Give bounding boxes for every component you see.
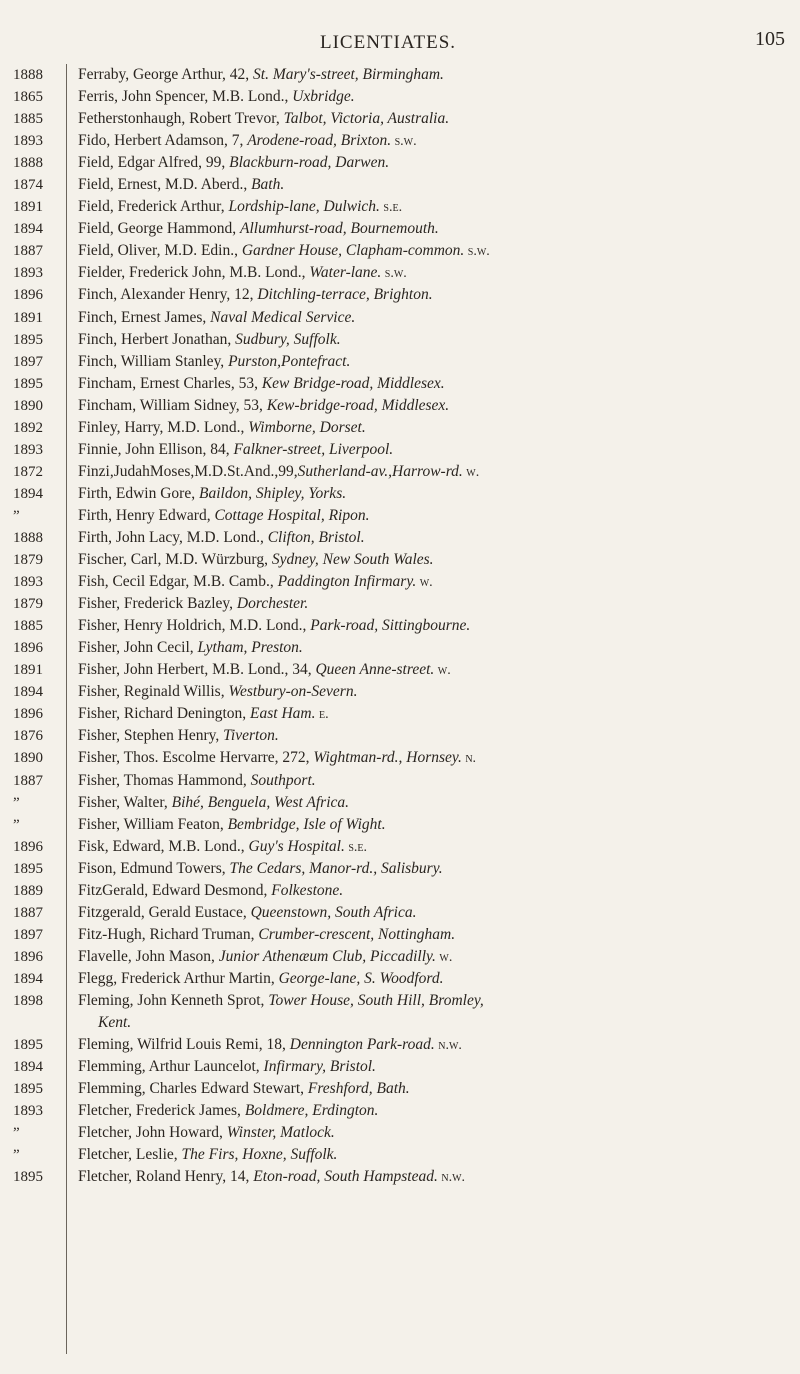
entry-address: Wimborne, Dorset.: [248, 418, 366, 436]
entry-row: [78, 1034, 790, 1056]
entry-name: Fisher, Stephen Henry,: [78, 727, 224, 745]
entry-year: 1893: [13, 265, 43, 282]
entry-address: Cottage Hospital, Ripon.: [214, 506, 370, 524]
entry-row: [78, 549, 790, 571]
entry-row: [78, 152, 790, 174]
entry-year: 1879: [13, 596, 43, 613]
entry-year: 1896: [13, 838, 43, 855]
entry-address: Purston,Pontefract.: [228, 352, 351, 370]
entry-year: 1897: [13, 926, 43, 943]
entry-address: Sutherland-av.,Harrow-rd.: [297, 462, 463, 480]
entry-year: ”: [13, 507, 20, 524]
entry-row: [78, 703, 790, 725]
entry-row: [78, 461, 790, 483]
entry-row: [78, 571, 790, 593]
entry-row: [78, 1100, 790, 1122]
entry-note: w.: [434, 663, 451, 679]
entry-row: [78, 130, 790, 152]
entry-address: Ditchling-terrace, Brighton.: [257, 286, 433, 304]
entry-year: 1896: [13, 287, 43, 304]
entry-name: Finnie, John Ellison, 84,: [78, 440, 234, 458]
entry-year: 1876: [13, 728, 43, 745]
entry-name: Fincham, William Sidney, 53,: [78, 396, 267, 414]
entry-year: 1896: [13, 640, 43, 657]
entry-row: [78, 880, 790, 902]
entry-year: [0, 1012, 60, 1034]
entry-year: 1890: [13, 750, 43, 767]
entry-year: ”: [13, 1147, 20, 1164]
entry-note: s.e.: [344, 839, 367, 855]
entry-address: Infirmary, Bristol.: [263, 1058, 376, 1076]
entry-name: Flavelle, John Mason,: [78, 947, 219, 965]
entry-row: [78, 747, 790, 769]
entry-row: [78, 725, 790, 747]
entry-address: Guy's Hospital.: [248, 837, 345, 855]
entry-row: [78, 990, 790, 1012]
entry-name: Fielder, Frederick John, M.B. Lond.,: [78, 264, 310, 282]
entry-year: 1895: [13, 1037, 43, 1054]
entry-year: 1894: [13, 1059, 43, 1076]
entry-name: Fison, Edmund Towers,: [78, 859, 230, 877]
entry-address: Lytham, Preston.: [197, 639, 303, 657]
entry-row: [78, 1078, 790, 1100]
page-header: [0, 24, 800, 54]
entry-address: Sudbury, Suffolk.: [235, 330, 341, 348]
entry-address: George-lane, S. Woodford.: [278, 969, 444, 987]
entry-name: Fisher, Richard Denington,: [78, 705, 251, 723]
entry-name: Fincham, Ernest Charles, 53,: [78, 374, 262, 392]
entry-name: Firth, Edwin Gore,: [78, 484, 199, 502]
entry-name: Fisher, Thos. Escolme Hervarre, 272,: [78, 749, 314, 767]
entry-year: 1865: [13, 89, 43, 106]
entry-name: Finch, Alexander Henry, 12,: [78, 286, 258, 304]
entry-note: n.: [461, 751, 477, 767]
entry-name: Fisher, John Cecil,: [78, 639, 198, 657]
entry-row: [78, 483, 790, 505]
entry-year: 1891: [13, 199, 43, 216]
entry-year: 1895: [13, 331, 43, 348]
entry-address: Park-road, Sittingbourne.: [310, 617, 471, 635]
entry-row: [78, 108, 790, 130]
entry-row: [78, 1056, 790, 1078]
entry-name: Finch, Herbert Jonathan,: [78, 330, 236, 348]
entry-name: Fetherstonhaugh, Robert Trevor,: [78, 110, 284, 128]
entry-address: Tiverton.: [223, 727, 279, 745]
entry-name: Finzi,JudahMoses,M.D.St.And.,99,: [78, 462, 298, 480]
entry-year: 1895: [13, 375, 43, 392]
entry-name: Fisher, Walter,: [78, 793, 172, 811]
entry-row: [78, 527, 790, 549]
entry-year: 1894: [13, 684, 43, 701]
entry-name: FitzGerald, Edward Desmond,: [78, 881, 272, 899]
entry-name: Ferris, John Spencer, M.B. Lond.,: [78, 88, 293, 106]
page-number: 105: [755, 28, 785, 50]
entry-row: [78, 902, 790, 924]
entry-year: 1895: [13, 1081, 43, 1098]
entry-address: Crumber-crescent, Nottingham.: [258, 925, 456, 943]
entry-address: Bihé, Benguela, West Africa.: [171, 793, 350, 811]
entry-name: Fleming, Wilfrid Louis Remi, 18,: [78, 1036, 290, 1054]
entry-note: s.w.: [381, 266, 407, 282]
entry-year: ”: [13, 1125, 20, 1142]
entry-name: Fletcher, Leslie,: [78, 1146, 182, 1164]
entry-address: Queenstown, South Africa.: [250, 903, 417, 921]
entry-address: St. Mary's-street, Birmingham.: [253, 66, 444, 83]
entry-address: Bath.: [251, 176, 285, 194]
entry-row: [78, 593, 790, 615]
entry-address: Westbury-on-Severn.: [228, 683, 358, 701]
entry-address: Gardner House, Clapham-common.: [241, 242, 465, 260]
entry-address: Clifton, Bristol.: [267, 528, 365, 546]
entry-year: 1891: [13, 662, 43, 679]
entry-address: Bembridge, Isle of Wight.: [227, 815, 386, 833]
entry-address: Kew-bridge-road, Middlesex.: [266, 396, 450, 414]
entry-row: [78, 946, 790, 968]
entry-name: Fisher, Reginald Willis,: [78, 683, 229, 701]
entry-address: Freshford, Bath.: [307, 1080, 410, 1098]
entry-note: w.: [416, 575, 433, 591]
entry-year: 1896: [13, 706, 43, 723]
entry-name: Finley, Harry, M.D. Lond.,: [78, 418, 249, 436]
entry-address: Kent.: [98, 1014, 132, 1032]
entry-name: Fish, Cecil Edgar, M.B. Camb.,: [78, 573, 278, 591]
entry-year: 1893: [13, 1103, 43, 1120]
entry-row: [78, 351, 790, 373]
entry-name: Field, Edgar Alfred, 99,: [78, 154, 230, 172]
entry-year: ”: [13, 816, 20, 833]
entry-year: 1898: [13, 992, 43, 1009]
entry-address: Baildon, Shipley, Yorks.: [198, 484, 347, 502]
entry-address: Arodene-road, Brixton.: [247, 132, 392, 150]
entry-address: Blackburn-road, Darwen.: [229, 154, 390, 172]
entry-row: [78, 792, 790, 814]
entry-row: [78, 505, 790, 527]
entry-name: Fitz-Hugh, Richard Truman,: [78, 925, 259, 943]
entry-year: 1887: [13, 772, 43, 789]
entry-year: 1895: [13, 1169, 43, 1186]
entry-name: Fisk, Edward, M.B. Lond.,: [78, 837, 249, 855]
entry-name: Fisher, Henry Holdrich, M.D. Lond.,: [78, 617, 311, 635]
entry-name: Fletcher, Frederick James,: [78, 1102, 245, 1120]
entry-name: Firth, Henry Edward,: [78, 506, 215, 524]
entry-address: The Cedars, Manor-rd., Salisbury.: [229, 859, 443, 877]
entry-year: 1890: [13, 397, 43, 414]
entry-name: Fletcher, John Howard,: [78, 1124, 227, 1142]
entry-row: [78, 262, 790, 284]
entry-row: [78, 770, 790, 792]
entry-address: Tower House, South Hill, Bromley,: [268, 991, 484, 1009]
entry-name: Firth, John Lacy, M.D. Lond.,: [78, 528, 268, 546]
entry-year: 1888: [13, 67, 43, 83]
entry-row: [78, 284, 790, 306]
entry-address: Southport.: [250, 771, 316, 789]
entry-row: [78, 858, 790, 880]
entry-row: [78, 86, 790, 108]
entry-address: The Firs, Hoxne, Suffolk.: [181, 1146, 338, 1164]
entry-address: Allumhurst-road, Bournemouth.: [240, 220, 439, 238]
entry-row: [78, 968, 790, 990]
entry-address: Paddington Infirmary.: [277, 573, 417, 591]
entry-year: 1889: [13, 882, 43, 899]
entry-name: Fleming, John Kenneth Sprot,: [78, 991, 269, 1009]
entry-year: 1888: [13, 155, 43, 172]
entry-year: 1887: [13, 904, 43, 921]
entry-row: [78, 924, 790, 946]
entry-address: Uxbridge.: [292, 88, 355, 106]
entry-address: Folkestone.: [271, 881, 344, 899]
entry-note: e.: [315, 707, 329, 723]
entry-year: 1893: [13, 574, 43, 591]
entry-row: [78, 218, 790, 240]
entry-name: Fisher, Frederick Bazley,: [78, 595, 237, 613]
entry-address: Dennington Park-road.: [289, 1036, 435, 1054]
entry-name: Field, George Hammond,: [78, 220, 241, 238]
entry-row: [78, 329, 790, 351]
entry-name: Field, Frederick Arthur,: [78, 198, 229, 216]
entry-name: Fisher, John Herbert, M.B. Lond., 34,: [78, 661, 316, 679]
entry-row: [78, 681, 790, 703]
entry-year: 1894: [13, 221, 43, 238]
entry-year: 1893: [13, 133, 43, 150]
entry-name: Flegg, Frederick Arthur Martin,: [78, 969, 279, 987]
entry-row: [78, 1012, 790, 1034]
entry-year: 1896: [13, 948, 43, 965]
entry-year: 1888: [13, 529, 43, 546]
entry-row: [78, 1144, 790, 1166]
entry-address: Talbot, Victoria, Australia.: [283, 110, 450, 128]
entry-address: Queen Anne-street.: [315, 661, 435, 679]
entry-address: Wightman-rd., Hornsey.: [313, 749, 462, 767]
entry-row: [78, 1122, 790, 1144]
column-rule: [66, 64, 67, 1354]
entry-row: [78, 240, 790, 262]
entry-year: 1894: [13, 485, 43, 502]
entry-address: Sydney, New South Wales.: [271, 551, 434, 569]
entry-address: East Ham.: [250, 705, 316, 723]
entry-address: Eton-road, South Hampstead.: [253, 1168, 438, 1186]
entry-note: n.w.: [434, 1038, 462, 1054]
entry-note: s.w.: [391, 134, 417, 150]
entry-row: [78, 174, 790, 196]
entry-row: [78, 659, 790, 681]
entry-row: [78, 64, 790, 86]
entry-address: Winster, Matlock.: [226, 1124, 335, 1142]
entry-note: n.w.: [437, 1170, 466, 1186]
year-column: [0, 64, 60, 1188]
entry-name: Fletcher, Roland Henry, 14,: [78, 1168, 254, 1186]
entry-name: Finch, William Stanley,: [78, 352, 229, 370]
entry-name: Flemming, Arthur Launcelot,: [78, 1058, 264, 1076]
entry-row: [78, 373, 790, 395]
entry-address: Falkner-street, Liverpool.: [233, 440, 394, 458]
entry-year: 1891: [13, 309, 43, 326]
entry-name: Flemming, Charles Edward Stewart,: [78, 1080, 308, 1098]
entry-year: 1885: [13, 111, 43, 128]
entry-row: [78, 439, 790, 461]
entry-note: s.w.: [464, 244, 490, 260]
entry-year: 1887: [13, 243, 43, 260]
entry-name: Fisher, William Featon,: [78, 815, 228, 833]
entry-note: w.: [435, 949, 453, 965]
entry-row: [78, 637, 790, 659]
entry-name: Field, Ernest, M.D. Aberd.,: [78, 176, 252, 194]
entry-row: [78, 1166, 790, 1188]
entry-address: Water-lane.: [309, 264, 382, 282]
entry-name: Finch, Ernest James,: [78, 308, 211, 326]
entry-address: Kew Bridge-road, Middlesex.: [261, 374, 445, 392]
running-title: LICENTIATES.: [320, 32, 457, 53]
entry-name: Fitzgerald, Gerald Eustace,: [78, 903, 251, 921]
entry-year: ”: [13, 794, 20, 811]
entry-list: [78, 64, 790, 1188]
entry-address: Lordship-lane, Dulwich.: [228, 198, 380, 216]
entry-address: Naval Medical Service.: [210, 308, 356, 326]
entry-row: [78, 395, 790, 417]
entry-name: Fischer, Carl, M.D. Würzburg,: [78, 551, 272, 569]
entry-row: [78, 307, 790, 329]
entry-row: [78, 417, 790, 439]
entry-year: 1892: [13, 419, 43, 436]
entry-year: 1894: [13, 970, 43, 987]
entry-row: [78, 196, 790, 218]
entry-name: Fido, Herbert Adamson, 7,: [78, 132, 248, 150]
entry-name: Ferraby, George Arthur, 42,: [78, 66, 254, 83]
entry-name: Field, Oliver, M.D. Edin.,: [78, 242, 242, 260]
entry-name: Fisher, Thomas Hammond,: [78, 771, 251, 789]
entry-address: Dorchester.: [236, 595, 309, 613]
entry-row: [78, 836, 790, 858]
entry-address: Junior Athenæum Club, Piccadilly.: [218, 947, 436, 965]
entry-year: 1897: [13, 353, 43, 370]
entry-row: [78, 814, 790, 836]
entry-note: w.: [462, 464, 480, 480]
entry-row: [78, 615, 790, 637]
entry-year: 1872: [13, 463, 43, 480]
entry-address: Boldmere, Erdington.: [244, 1102, 379, 1120]
entry-year: 1893: [13, 441, 43, 458]
entry-year: 1874: [13, 177, 43, 194]
entry-year: 1895: [13, 860, 43, 877]
entry-note: s.e.: [379, 200, 403, 216]
entry-year: 1879: [13, 552, 43, 569]
entry-year: 1885: [13, 618, 43, 635]
